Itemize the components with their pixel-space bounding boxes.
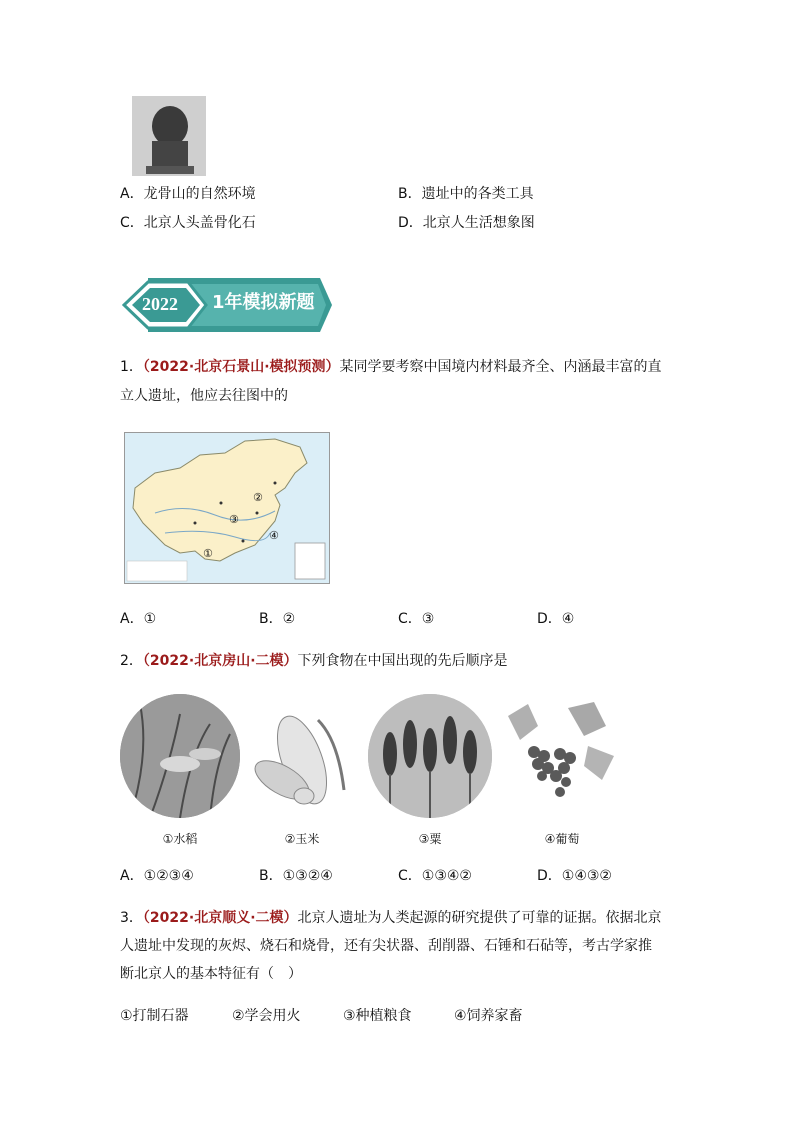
q3-source: （2022·北京顺义·二模） (142, 910, 298, 926)
q2-source: （2022·北京房山·二模） (142, 653, 298, 669)
q3-text-2: 人遗址中发现的灰烬、烧石和烧骨，还有尖状器、刮削器、石锤和石砧等，考古学家推 (120, 938, 652, 954)
q3-item-3: ③种植粮食 (343, 1008, 412, 1024)
corn-image (248, 700, 356, 810)
q2-line (120, 651, 508, 671)
q3-text-1: 北京人遗址为人类起源的研究提供了可靠的证据。依据北京 (297, 910, 662, 926)
q1-source: （2022·北京石景山·模拟预测） (142, 359, 340, 375)
q2-option-a[interactable]: A．①②③④ (120, 868, 194, 884)
map-marker-4: ④ (269, 529, 279, 542)
q3-number: 3． (120, 910, 143, 926)
option-d[interactable]: D．北京人生活想象图 (398, 215, 535, 231)
map-marker-2: ② (253, 491, 263, 504)
rice-caption: ①水稻 (162, 832, 198, 846)
q1-option-d[interactable]: D．④ (537, 611, 575, 627)
banner-year: 2022 (142, 294, 178, 314)
q3-item-2: ②学会用火 (232, 1008, 301, 1024)
q1-line1 (120, 357, 662, 377)
option-a[interactable]: A．龙骨山的自然环境 (120, 186, 256, 202)
q1-option-b[interactable]: B．② (259, 611, 296, 627)
q1-option-a[interactable]: A．① (120, 611, 157, 627)
corn-caption: ②玉米 (284, 832, 320, 846)
option-c[interactable]: C．北京人头盖骨化石 (120, 215, 256, 231)
q3-item-1: ①打制石器 (120, 1008, 189, 1024)
banner-title: 1年模拟新题 (212, 292, 315, 313)
china-map (124, 432, 330, 584)
millet-image (368, 694, 492, 818)
q3-line1 (120, 908, 662, 928)
millet-caption: ③粟 (418, 832, 442, 846)
grape-image (498, 696, 616, 806)
q2-option-b[interactable]: B．①③②④ (259, 868, 333, 884)
rice-image (120, 694, 240, 818)
q1-option-c[interactable]: C．③ (398, 611, 435, 627)
section-banner (122, 274, 332, 336)
q2-option-c[interactable]: C．①③④② (398, 868, 472, 884)
grape-caption: ④葡萄 (544, 832, 580, 846)
q3-item-4: ④饲养家畜 (454, 1008, 523, 1024)
map-marker-3: ③ (229, 513, 239, 526)
q1-text-1: 某同学要考察中国境内材料最齐全、内涵最丰富的直 (339, 359, 662, 375)
q1-number: 1． (120, 359, 143, 375)
bust-photo (132, 96, 206, 176)
map-marker-1: ① (203, 547, 213, 560)
option-b[interactable]: B．遗址中的各类工具 (398, 186, 534, 202)
q2-option-d[interactable]: D．①④③② (537, 868, 612, 884)
q3-text-3: 断北京人的基本特征有（ ） (120, 966, 302, 982)
q2-number: 2． (120, 653, 143, 669)
q2-text: 下列食物在中国出现的先后顺序是 (297, 653, 508, 669)
q1-text-2: 立人遗址，他应去往图中的 (120, 388, 288, 404)
